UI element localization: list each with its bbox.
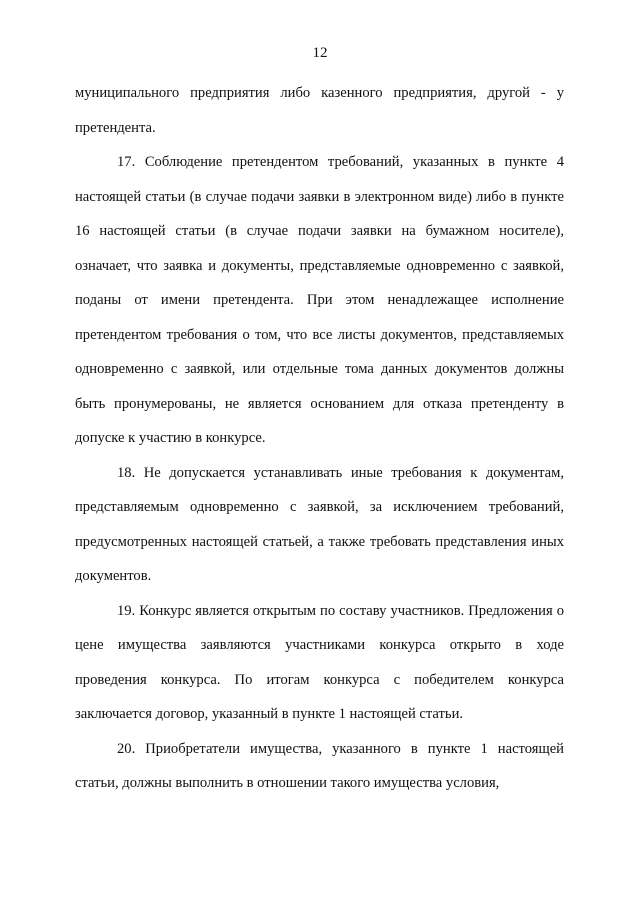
paragraph-18: 18. Не допускается устанавливать иные требования к документам, представляемым одновременно с заявкой, за исключением требований, предусмотренных настоящей статьей, а также требовать представления иных документов.: [75, 464, 564, 584]
document-body: [75, 76, 564, 801]
paragraph-17: 17. Соблюдение претендентом требований, указанных в пункте 4 настоящей статьи (в случае подачи заявки в электронном виде) либо в пункте 16 настоящей статьи (в случае подачи заявки на бумажном носителе), означает, что заявка и документы, представляемые одновременно с заявкой, поданы от имени претендента. При этом ненадлежащее исполнение претендентом требования о том, что все листы документов, представляемых одновременно с заявкой, или отдельные тома данных документов должны быть пронумерованы, не является основанием для отказа претенденту в допуске к участию в конкурсе.: [75, 154, 564, 446]
paragraph-continuation: муниципального предприятия либо казенного предприятия, другой - у претендента.: [75, 85, 564, 136]
paragraph-20: 20. Приобретатели имущества, указанного в пункте 1 настоящей статьи, должны выполнить в отношении такого имущества условия,: [75, 740, 564, 791]
page-number: 12: [312, 45, 328, 61]
paragraph-19: 19. Конкурс является открытым по составу участников. Предложения о цене имущества заявляются участниками конкурса открыто в ходе проведения конкурса. По итогам конкурса с победителем конкурса заключается договор, указанный в пункте 1 настоящей статьи.: [75, 602, 564, 722]
